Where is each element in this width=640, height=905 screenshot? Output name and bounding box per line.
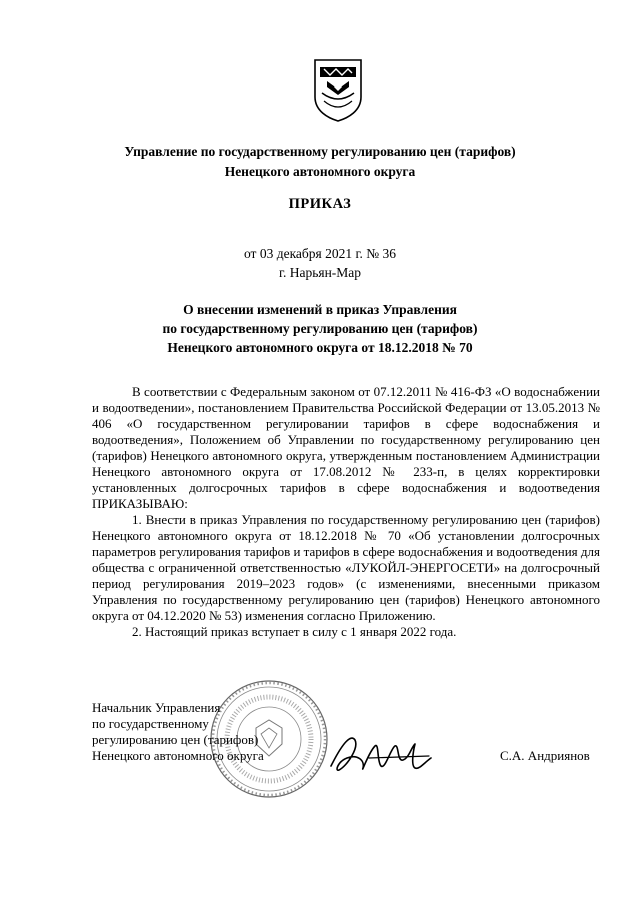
signatory-title-line-4: Ненецкого автономного округа xyxy=(92,748,264,763)
document-subject xyxy=(0,300,640,357)
document-type: ПРИКАЗ xyxy=(288,196,352,212)
signatory-title-line-3: регулированию цен (тарифов) xyxy=(92,732,259,747)
signatory-title-line-1: Начальник Управления xyxy=(92,700,221,715)
signatory-title-line-2: по государственному xyxy=(92,716,209,731)
date-place-block xyxy=(0,244,640,282)
subject-line-3: Ненецкого автономного округа от 18.12.2018 № 70 xyxy=(167,340,473,355)
nenets-emblem-icon xyxy=(312,57,364,123)
document-date: от 03 декабря 2021 г. № 36 xyxy=(243,246,397,261)
body-item-2: 2. Настоящий приказ вступает в силу с 1 января 2022 года. xyxy=(132,624,457,639)
document-body xyxy=(92,384,600,640)
organization-name xyxy=(0,142,640,182)
signatory-name: С.А. Андриянов xyxy=(500,748,590,763)
subject-line-1: О внесении изменений в приказ Управления xyxy=(183,302,457,317)
document-place: г. Нарьян-Мар xyxy=(278,265,362,280)
handwritten-signature-icon xyxy=(325,722,435,782)
body-item-1: 1. Внести в приказ Управления по государственному регулированию цен (тарифов) Ненецкого автономного округа от 18.12.2018 № 70 «Об установлении долгосрочных параметров регулирования тарифов и тарифов в сфере водоснабжения и водоотведения для общества с ограниченной ответственностью «ЛУКОЙЛ-ЭНЕРГОСЕТИ» на долгосрочный период регулирования 2019–2023 годов» (с изменениями, внесенными приказом Управления по государственному регулированию цен (тарифов) Ненецкого автономного округа от 04.12.2020 № 53) изменения согласно Приложению. xyxy=(92,512,600,623)
body-preamble: В соответствии с Федеральным законом от 07.12.2011 № 416-ФЗ «О водоснабжении и водоотведении», постановлением Правительства Российской Федерации от 13.05.2013 № 406 «О государственном регулировании тарифов в сфере водоснабжения и водоотведения», Положением об Управлении по государственному регулированию цен (тарифов) Ненецкого автономного округа, утвержденным постановлением Администрации Ненецкого автономного округа от 17.08.2012 № 233-п, в целях корректировки установленных долгосрочных тарифов в сфере водоснабжения и водоотведения ПРИКАЗЫВАЮ: xyxy=(92,384,600,511)
org-line-1: Управление по государственному регулированию цен (тарифов) xyxy=(124,144,516,159)
org-line-2: Ненецкого автономного округа xyxy=(224,164,416,179)
subject-line-2: по государственному регулированию цен (тарифов) xyxy=(162,321,478,336)
signatory-title xyxy=(92,700,264,764)
